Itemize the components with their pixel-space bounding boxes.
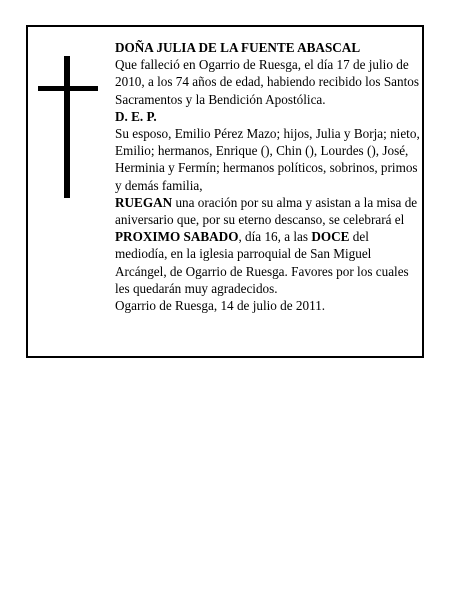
ruegan-text-2: , día 16, a las	[238, 229, 312, 245]
doce: DOCE	[311, 229, 350, 245]
obituary-notice	[26, 25, 424, 358]
cross-horizontal-bar	[38, 86, 98, 91]
ruegan-word: RUEGAN	[115, 194, 173, 210]
ruegan-paragraph	[115, 194, 421, 297]
deceased-name: DOÑA JULIA DE LA FUENTE ABASCAL	[115, 40, 361, 55]
place-date: Ogarrio de Ruesga, 14 de julio de 2011.	[115, 298, 326, 314]
notice-text	[115, 39, 421, 314]
cross-vertical-bar	[64, 56, 70, 198]
ruegan-text-3: del mediodía, en la iglesia parroquial de San Miguel Arcángel, de Ogarrio de Ruesga. Favores por los cuales les quedarán muy agradecidos.	[115, 229, 409, 296]
family-statement: Su esposo, Emilio Pérez Mazo; hijos, Julia y Borja; nieto, Emilio; hermanos, Enrique (), Chin (), Lourdes (), José, Herminia y Fermín; hermanos políticos, sobrinos, primos y demás familia,	[115, 126, 420, 193]
ruegan-text-1: una oración por su alma y asistan a la misa de aniversario que, por su eterno descanso, se celebrará el	[115, 194, 418, 228]
dep-line: D. E. P.	[115, 108, 157, 124]
proximo-sabado: PROXIMO SABADO	[115, 229, 239, 245]
cross-icon	[38, 56, 98, 198]
death-statement: Que falleció en Ogarrio de Ruesga, el día 17 de julio de 2010, a los 74 años de edad, habiendo recibido los Santos Sacramentos y la Bendición Apostólica.	[115, 57, 419, 107]
